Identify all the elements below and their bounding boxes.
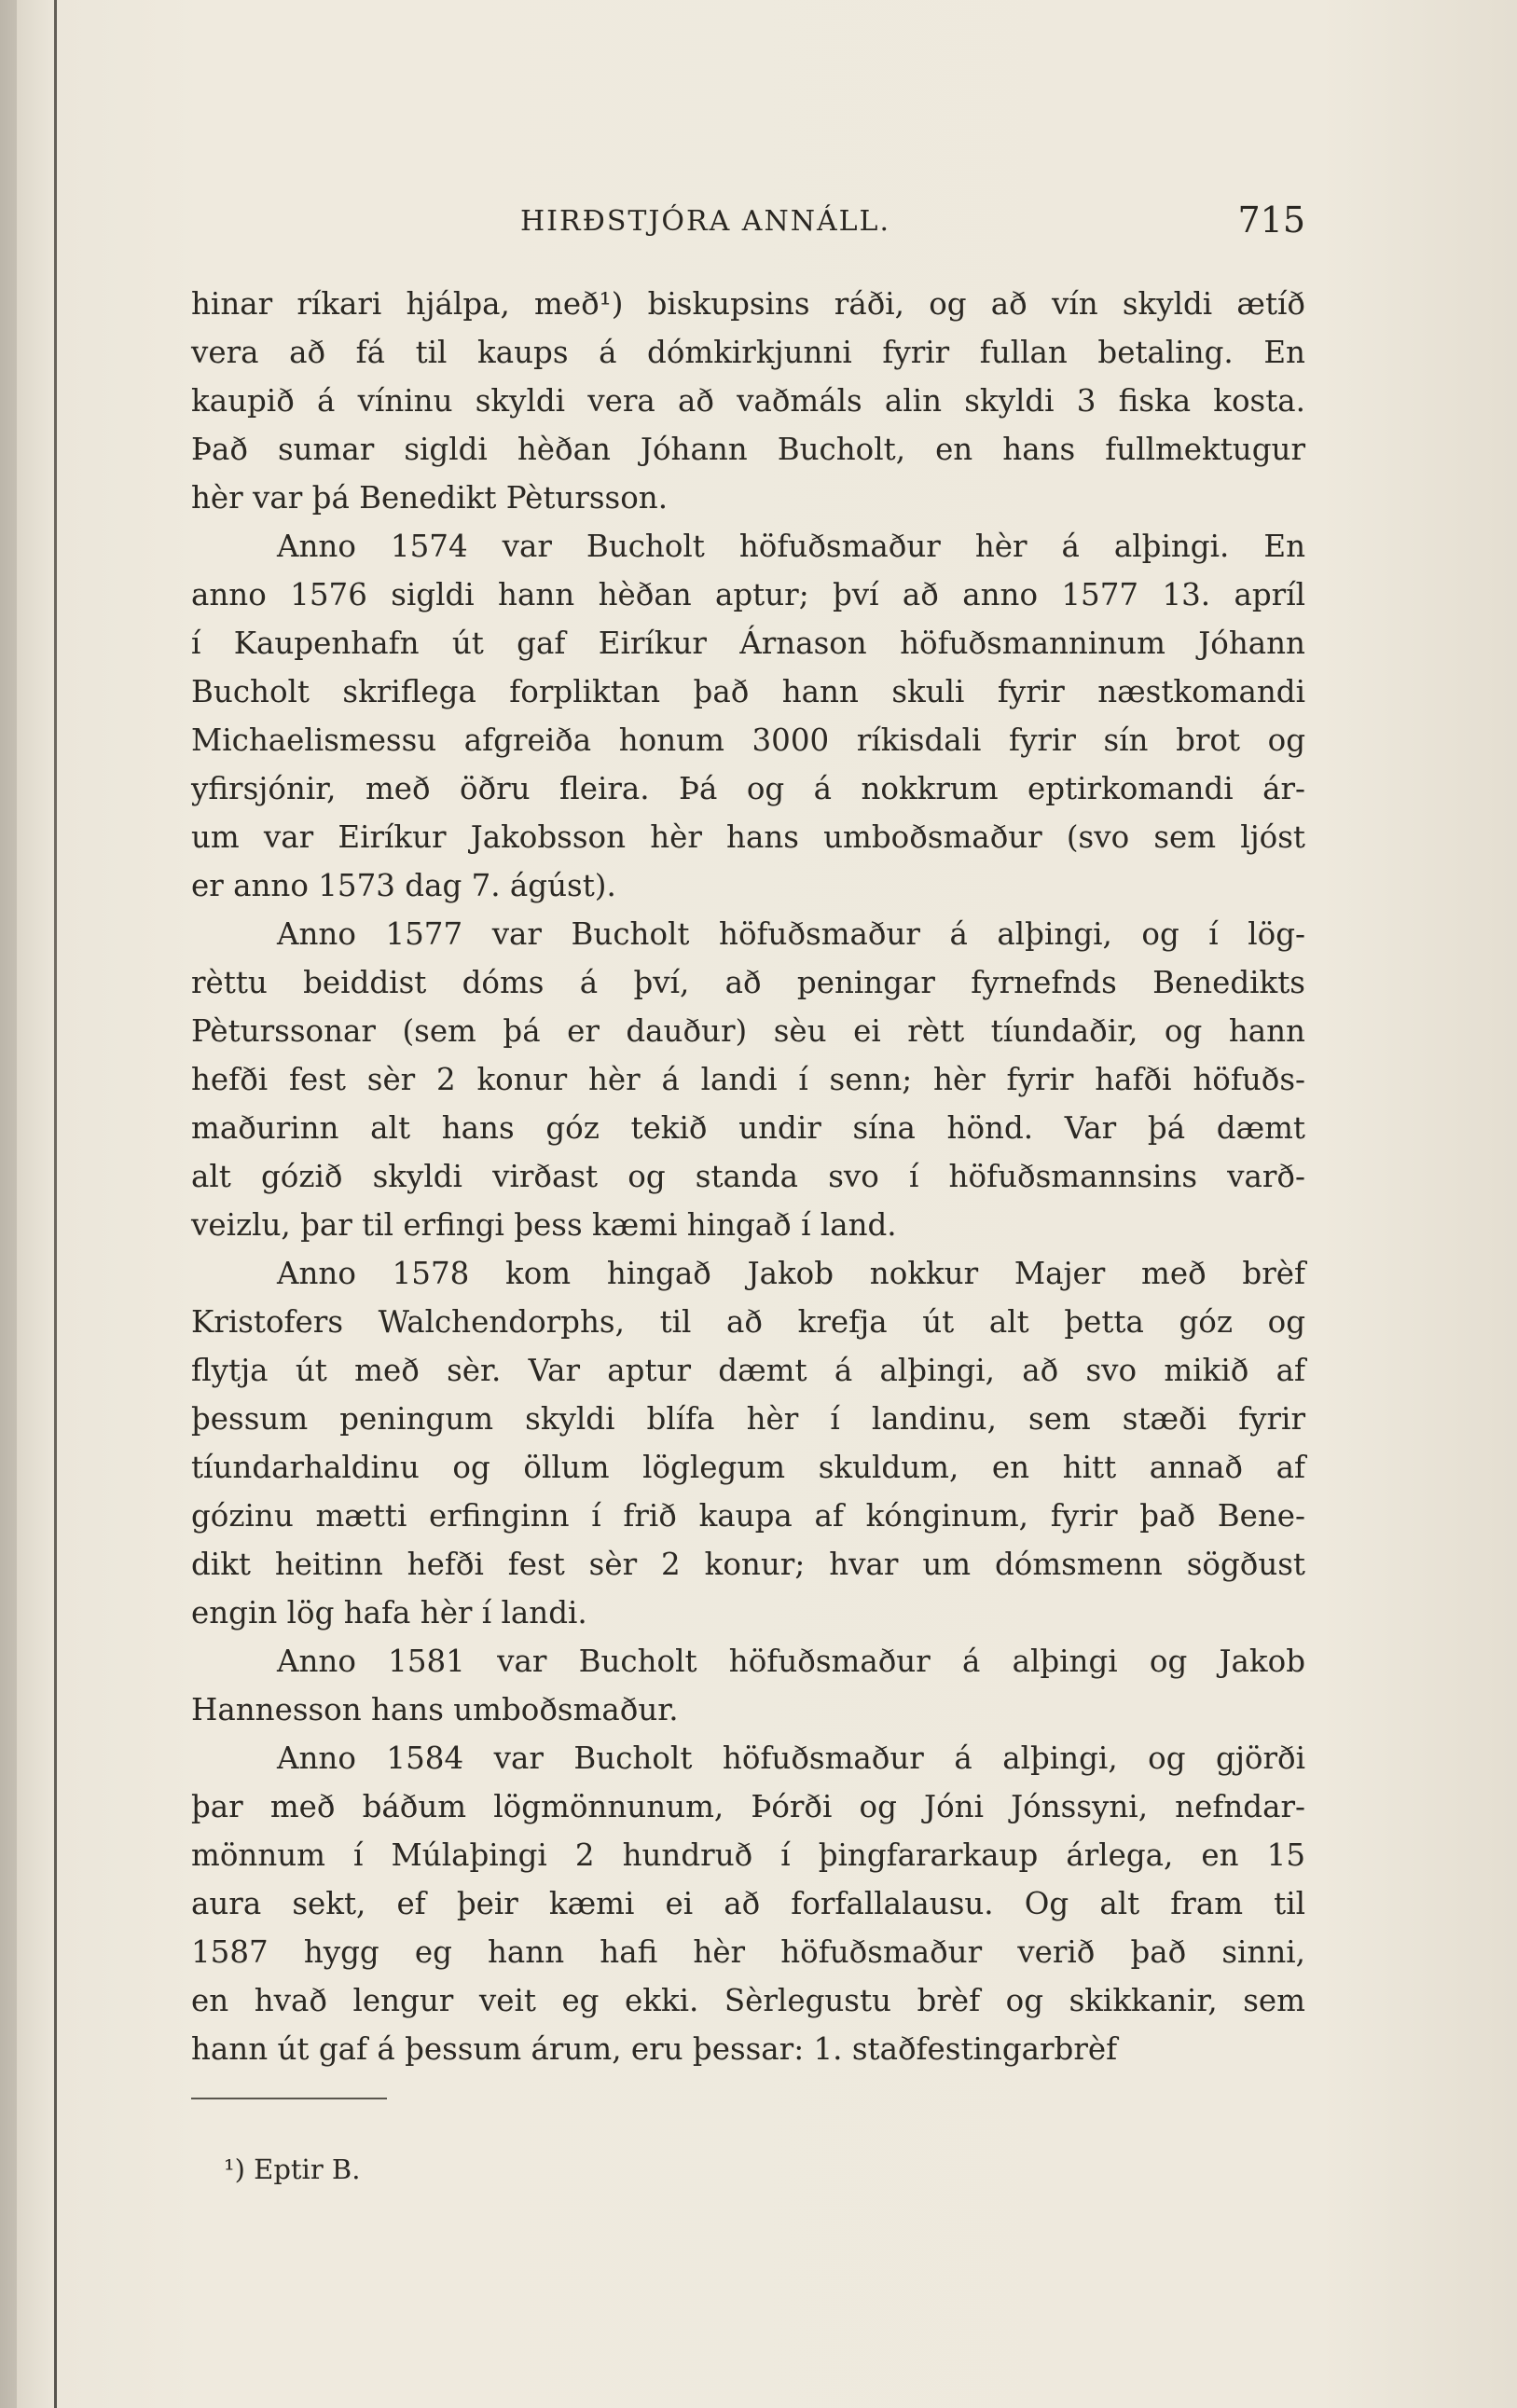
- body-text: [191, 280, 1305, 2073]
- text-line: hefði fest sèr 2 konur hèr á landi í senn; hèr fyrir hafði höfuðs-: [191, 1062, 1305, 1097]
- text-line: í Kaupenhafn út gaf Eiríkur Árnason höfuðsmanninum Jóhann: [191, 626, 1305, 661]
- footnote-rule: [191, 2098, 387, 2099]
- paragraph: [191, 522, 1305, 910]
- text-line: dikt heitinn hefði fest sèr 2 konur; hvar um dómsmenn sögðust: [191, 1547, 1305, 1582]
- page-number: 715: [1237, 200, 1305, 241]
- text-line: veizlu, þar til erfingi þess kæmi hingað í land.: [191, 1207, 897, 1243]
- text-line: maðurinn alt hans góz tekið undir sína hönd. Var þá dæmt: [191, 1110, 1305, 1146]
- text-line: kaupið á víninu skyldi vera að vaðmáls alin skyldi 3 fiska kosta.: [191, 383, 1305, 419]
- text-line: flytja út með sèr. Var aptur dæmt á alþingi, að svo mikið af: [191, 1353, 1305, 1388]
- running-title: HIRÐSTJÓRA ANNÁLL.: [520, 205, 890, 238]
- text-line: rèttu beiddist dóms á því, að peningar fyrnefnds Benedikts: [191, 965, 1305, 1000]
- text-line: hann út gaf á þessum árum, eru þessar: 1. staðfestingarbrèf: [191, 2031, 1118, 2067]
- footnote: [224, 2153, 360, 2185]
- text-line: þessum peningum skyldi blífa hèr í landinu, sem stæði fyrir: [191, 1401, 1305, 1437]
- paragraph: [191, 280, 1305, 522]
- text-line: Pèturssonar (sem þá er dauður) sèu ei rètt tíundaðir, og hann: [191, 1013, 1305, 1049]
- text-line: Anno 1577 var Bucholt höfuðsmaður á alþingi, og í lög-: [277, 916, 1305, 952]
- text-line: hinar ríkari hjálpa, með¹) biskupsins ráði, og að vín skyldi ætíð: [191, 286, 1305, 322]
- text-line: gózinu mætti erfinginn í frið kaupa af kónginum, fyrir það Bene-: [191, 1498, 1305, 1534]
- text-line: þar með báðum lögmönnunum, Þórði og Jóni Jónssyni, nefndar-: [191, 1789, 1305, 1824]
- text-line: hèr var þá Benedikt Pètursson.: [191, 480, 669, 516]
- text-line: um var Eiríkur Jakobsson hèr hans umboðsmaður (svo sem ljóst: [191, 819, 1305, 855]
- text-line: Anno 1574 var Bucholt höfuðsmaður hèr á alþingi. En: [277, 529, 1305, 564]
- footnote-marker: ¹): [224, 2153, 245, 2185]
- paragraph: [191, 1249, 1305, 1637]
- footnote-text: Eptir B.: [254, 2153, 361, 2185]
- text-line: yfirsjónir, með öðru fleira. Þá og á nokkrum eptirkomandi ár-: [191, 771, 1305, 806]
- paragraph: [191, 910, 1305, 1249]
- text-line: Hannesson hans umboðsmaður.: [191, 1692, 679, 1727]
- text-line: anno 1576 sigldi hann hèðan aptur; því að anno 1577 13. apríl: [191, 577, 1305, 612]
- text-line: mönnum í Múlaþingi 2 hundruð í þingfararkaup árlega, en 15: [191, 1837, 1305, 1873]
- text-line: 1587 hygg eg hann hafi hèr höfuðsmaður verið það sinni,: [191, 1934, 1305, 1970]
- text-line: vera að fá til kaups á dómkirkjunni fyrir fullan betaling. En: [191, 335, 1305, 370]
- page-header: [191, 194, 1305, 250]
- text-line: Kristofers Walchendorphs, til að krefja út alt þetta góz og: [191, 1304, 1305, 1340]
- text-line: alt gózið skyldi virðast og standa svo í höfuðsmannsins varð-: [191, 1159, 1305, 1194]
- binding-edge: [54, 0, 57, 2408]
- text-line: Bucholt skriflega forpliktan það hann skuli fyrir næstkomandi: [191, 674, 1305, 709]
- paragraph: [191, 1637, 1305, 1734]
- text-line: aura sekt, ef þeir kæmi ei að forfallalausu. Og alt fram til: [191, 1886, 1305, 1921]
- text-line: Það sumar sigldi hèðan Jóhann Bucholt, en hans fullmektugur: [191, 432, 1305, 467]
- text-line: engin lög hafa hèr í landi.: [191, 1595, 587, 1631]
- text-line: Anno 1581 var Bucholt höfuðsmaður á alþingi og Jakob: [277, 1644, 1305, 1679]
- text-line: en hvað lengur veit eg ekki. Sèrlegustu brèf og skikkanir, sem: [191, 1983, 1305, 2018]
- text-line: Anno 1578 kom hingað Jakob nokkur Majer með brèf: [277, 1256, 1305, 1291]
- text-line: er anno 1573 dag 7. ágúst).: [191, 868, 616, 903]
- text-line: Michaelismessu afgreiða honum 3000 ríkisdali fyrir sín brot og: [191, 722, 1305, 758]
- text-line: tíundarhaldinu og öllum löglegum skuldum, en hitt annað af: [191, 1450, 1305, 1485]
- text-line: Anno 1584 var Bucholt höfuðsmaður á alþingi, og gjörði: [277, 1741, 1305, 1776]
- paragraph: [191, 1734, 1305, 2073]
